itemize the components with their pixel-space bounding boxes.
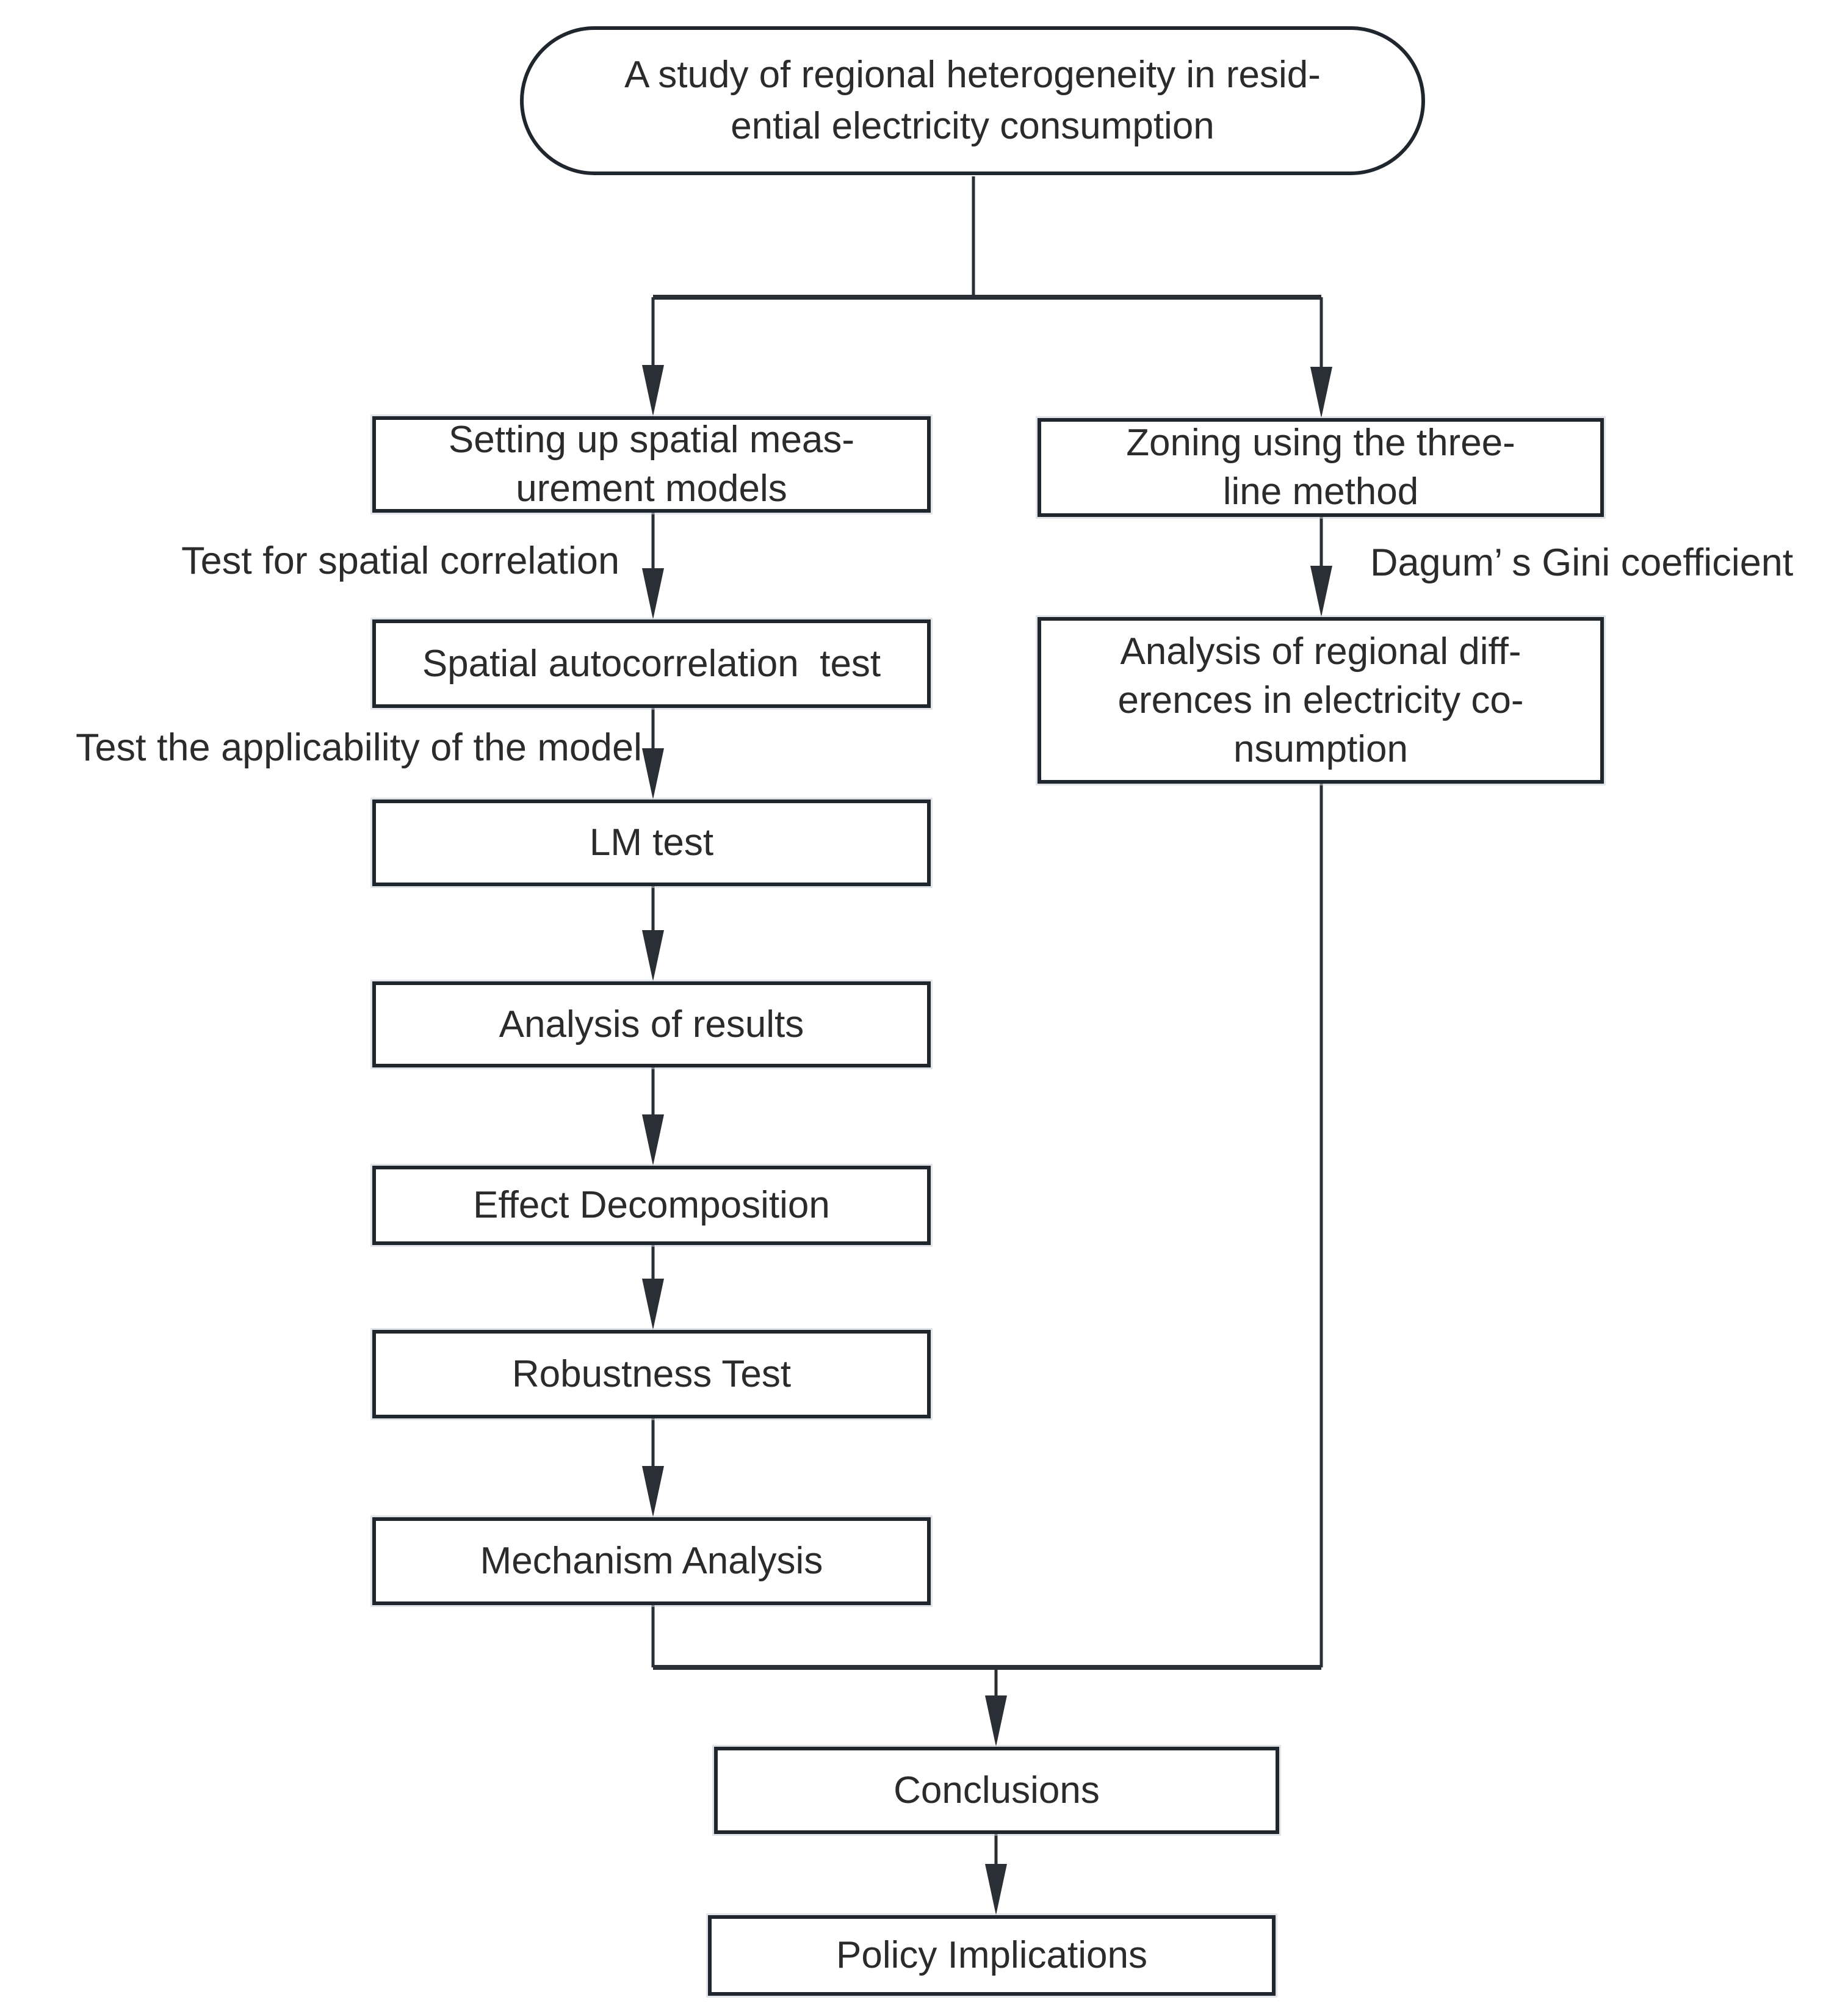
arrow-left-4-5: [642, 1067, 664, 1166]
node-text-line: Analysis of results: [499, 1003, 804, 1045]
node-text-line: Setting up spatial meas-: [448, 419, 855, 461]
node-text-line: nsumption: [1233, 727, 1409, 770]
node-text-line: Analysis of regional diff-: [1120, 630, 1521, 673]
node-text-line: Effect Decomposition: [473, 1184, 830, 1226]
node-conclusions: [714, 1747, 1279, 1834]
node-text-line: urement models: [516, 468, 787, 510]
arrow-left-2-3: [642, 708, 664, 800]
arrow-to-left-branch: [642, 297, 664, 416]
arrow-left-5-6: [642, 1245, 664, 1330]
node-text-line: Robustness Test: [511, 1352, 792, 1395]
node-text-line: erences in electricity co-: [1117, 679, 1524, 721]
connector-title-stem: [653, 176, 1321, 297]
node-setting-up-spatial-measurement-models: [372, 416, 931, 513]
arrow-left-6-7: [642, 1418, 664, 1517]
edge-label-test-the-applicability-of-the-model: Test the applicability of the model: [75, 726, 642, 769]
node-policy-implications: [708, 1915, 1276, 1996]
arrow-to-conclusions: [985, 1667, 1007, 1747]
node-text-line: ential electricity consumption: [731, 105, 1215, 147]
node-text-line: A study of regional heterogeneity in resid-: [624, 54, 1321, 96]
arrow-right-1-2: [1310, 517, 1332, 617]
node-spatial-autocorrelation-test: [372, 619, 931, 708]
node-text-line: Mechanism Analysis: [480, 1540, 823, 1582]
node-zoning-using-the-three-line-method: [1038, 418, 1604, 517]
node-robustness-test: [372, 1330, 931, 1418]
node-text-line: LM test: [589, 821, 714, 864]
node-mechanism-analysis: [372, 1517, 931, 1605]
node-analysis-of-regional-differences: [1038, 617, 1604, 784]
arrow-to-policy-implications: [985, 1834, 1007, 1915]
arrow-left-1-2: [642, 513, 664, 619]
edge-label-dagum-gini-coefficient: Dagum’ s Gini coefficient: [1370, 541, 1794, 584]
node-text-line: Zoning using the three-: [1126, 422, 1515, 464]
arrow-to-right-branch: [1310, 297, 1332, 418]
node-text-line: Policy Implications: [836, 1934, 1147, 1976]
edge-label-test-for-spatial-correlation: Test for spatial correlation: [181, 540, 619, 582]
node-study-title: [520, 26, 1425, 175]
arrow-left-3-4: [642, 886, 664, 981]
node-analysis-of-results: [372, 981, 931, 1067]
node-text-line: line method: [1222, 471, 1419, 513]
node-text-line: Conclusions: [893, 1769, 1100, 1811]
node-effect-decomposition: [372, 1166, 931, 1245]
node-lm-test: [372, 800, 931, 886]
node-text-line: Spatial autocorrelation test: [422, 642, 881, 685]
